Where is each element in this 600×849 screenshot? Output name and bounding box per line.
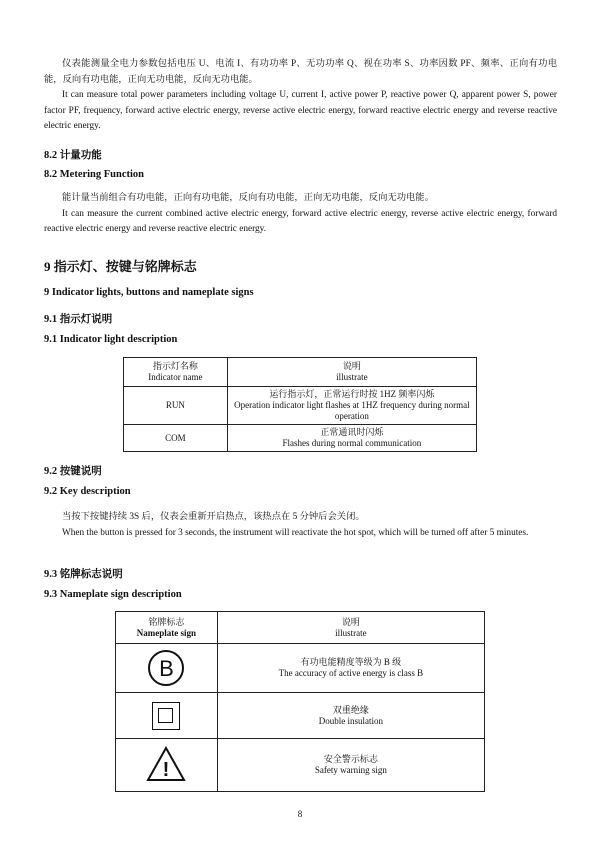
double-insulation-desc-en: Double insulation — [318, 715, 384, 726]
header-cell — [227, 358, 476, 387]
table-cell — [116, 644, 218, 693]
nameplate-table — [115, 611, 485, 792]
section-8-2-body — [44, 191, 557, 238]
table-cell — [217, 644, 484, 693]
class-b-desc-en: The accuracy of active energy is class B — [278, 668, 424, 678]
section-8-2-cn: 能计量当前组合有功电能，正向有功电能，反向有功电能，正向无功电能，反向无功电能。 — [62, 193, 434, 203]
table-cell — [217, 693, 484, 739]
intro-en: It can measure total power parameters including voltage U, current I, active power P, reactive power Q, apparent power S, power factor PF, frequency, forward active electric energy, reverse active electric energy, forward reactive electric energy and reverse reactive electric energy. — [44, 90, 557, 131]
run-desc-en: Operation indicator light flashes at 1HZ frequency during normal operation — [234, 400, 470, 421]
double-insulation-desc-cn: 双重绝缘 — [332, 704, 369, 715]
com-desc-en: Flashes during normal communication — [282, 438, 422, 448]
section-9-2-en: When the button is pressed for 3 seconds, the instrument will reactivate the hot spot, which will be turned off after 5 minutes. — [62, 527, 529, 538]
header-illustrate-en: illustrate — [336, 372, 368, 382]
header-nameplate-cn: 铭牌标志 — [148, 616, 185, 627]
section-9-2-title-en: 9.2 Key description — [44, 486, 131, 497]
indicator-name-run: RUN — [124, 387, 228, 425]
header-indicator-cn: 指示灯名称 — [152, 361, 198, 371]
safety-warning-desc-en: Safety warning sign — [314, 765, 387, 775]
table-header-row — [124, 358, 477, 387]
section-9-3-title-cn: 9.3 铭牌标志说明 — [44, 569, 123, 580]
run-desc-cn: 运行指示灯，正常运行时按 1HZ 频率闪烁 — [269, 389, 435, 399]
section-9-1-title-en: 9.1 Indicator light description — [44, 334, 178, 345]
warning-triangle-icon — [146, 746, 186, 782]
table-cell — [217, 739, 484, 792]
table-row — [116, 644, 485, 693]
table-header-row — [116, 612, 485, 644]
section-9-title-cn: 9 指示灯、按键与铭牌标志 — [44, 259, 197, 274]
header-indicator-en: Indicator name — [148, 372, 203, 382]
table-row — [124, 387, 477, 425]
com-desc-cn: 正常通讯时闪烁 — [320, 427, 384, 437]
double-insulation-icon — [152, 702, 180, 730]
table-row — [116, 739, 485, 792]
safety-warning-desc-cn: 安全警示标志 — [323, 754, 378, 764]
indicator-name-com: COM — [124, 425, 228, 452]
section-9-1-title-cn: 9.1 指示灯说明 — [44, 314, 113, 325]
warning-exclamation: ! — [163, 758, 170, 781]
header-cell — [217, 612, 484, 644]
header-illustrate-en: illustrate — [335, 627, 367, 638]
table-cell — [116, 739, 218, 792]
table-cell — [227, 387, 476, 425]
table-row — [124, 425, 477, 452]
section-9-title-en: 9 Indicator lights, buttons and nameplate signs — [44, 287, 254, 298]
section-9-2-body — [44, 510, 557, 541]
intro-cn: 仪表能测量全电力参数包括电压 U、电流 I、有功功率 P、无功功率 Q、视在功率 S、功率因数 PF、频率、正向有功电能，反向有功电能，正向无功电能，反向无功电能。 — [44, 59, 557, 85]
table-cell — [116, 693, 218, 739]
table-row — [116, 693, 485, 739]
section-8-2-title-cn: 8.2 计量功能 — [44, 150, 102, 161]
section-8-2-title-en: 8.2 Metering Function — [44, 169, 145, 180]
header-nameplate-en: Nameplate sign — [136, 627, 197, 638]
intro-section — [44, 57, 557, 135]
section-9-3-title-en: 9.3 Nameplate sign description — [44, 589, 182, 600]
section-9-2-title-cn: 9.2 按键说明 — [44, 466, 102, 477]
class-b-icon: B — [148, 650, 184, 686]
indicator-table — [123, 357, 477, 452]
header-illustrate-cn: 说明 — [341, 616, 360, 627]
page-number: 8 — [297, 809, 303, 819]
header-cell — [124, 358, 228, 387]
header-illustrate-cn: 说明 — [342, 361, 361, 371]
section-8-2-en: It can measure the current combined active electric energy, forward active electric energy, reverse active electric energy, forward reactive electric energy and reverse reactive electric energy. — [44, 208, 557, 234]
table-cell — [227, 425, 476, 452]
class-b-desc-cn: 有功电能精度等级为 B 级 — [300, 657, 402, 667]
header-cell — [116, 612, 218, 644]
section-9-2-cn: 当按下按键持续 3S 后，仪表会重新开启热点，该热点在 5 分钟后会关闭。 — [62, 512, 365, 522]
